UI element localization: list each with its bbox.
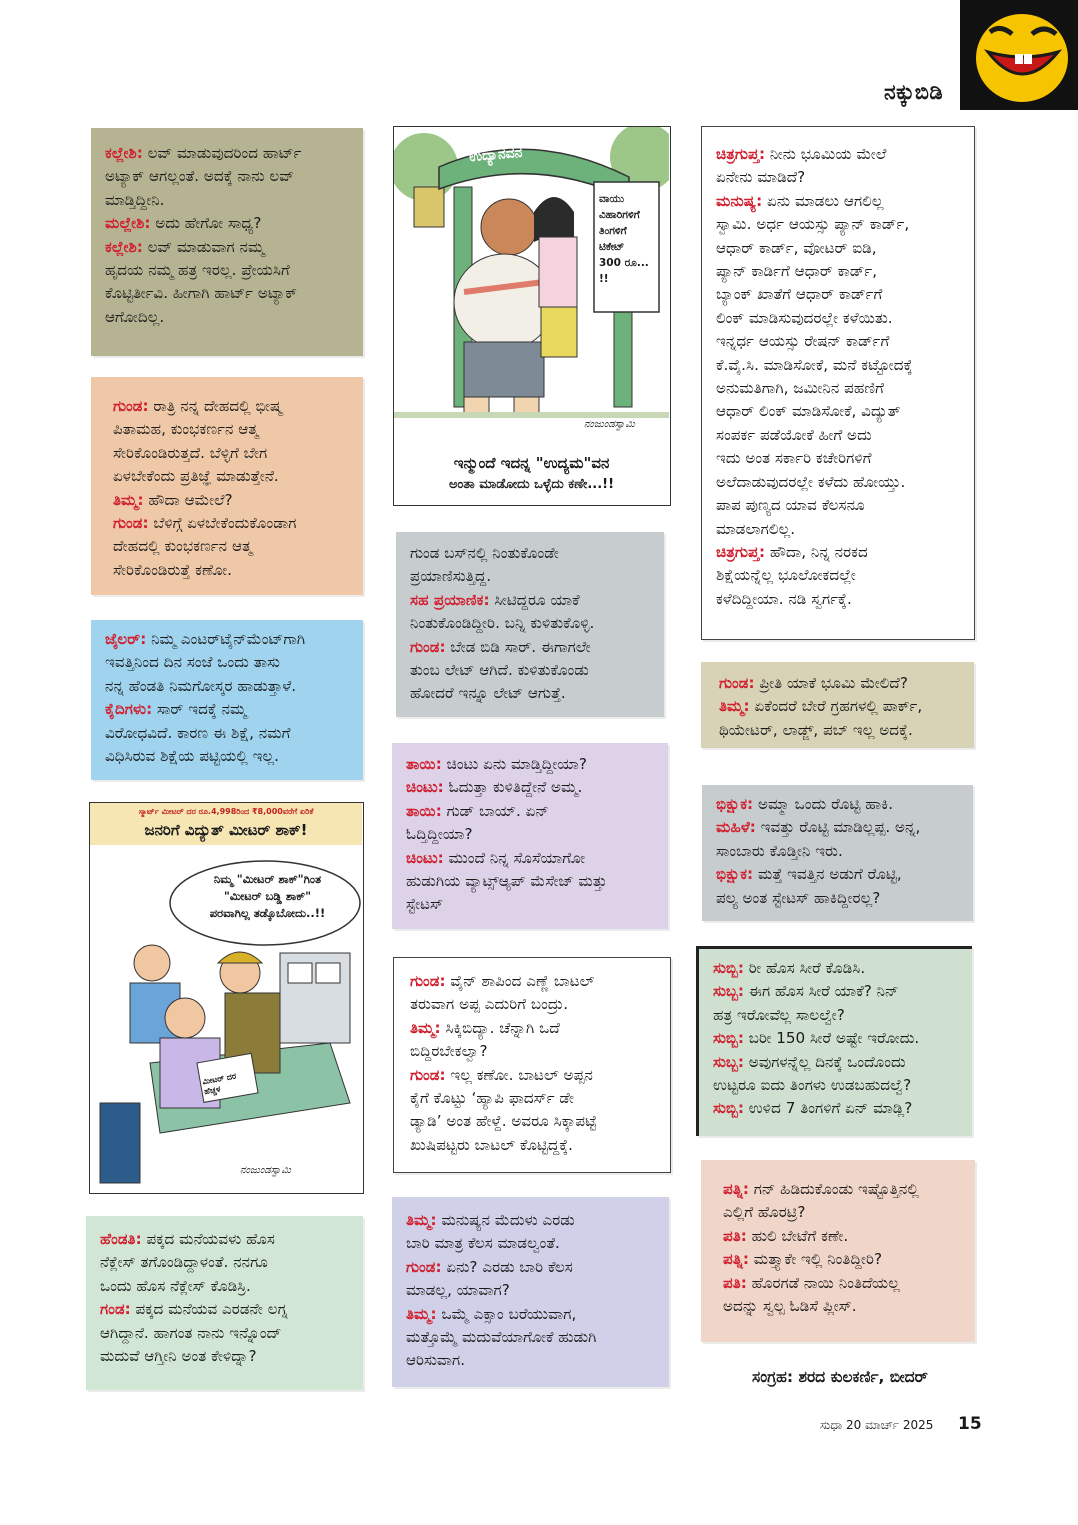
dialogue-text: ಹೌದಾ ಆಮೇಲೆ? bbox=[143, 490, 233, 509]
dialogue-text: ಒಂದು ಹೊಸ ನೆಕ್ಲೇಸ್ ಕೊಡಿಸ್ರಿ. bbox=[100, 1276, 251, 1295]
joke-line bbox=[105, 259, 349, 282]
joke-line bbox=[716, 307, 962, 330]
joke-line bbox=[105, 142, 349, 165]
speaker-name: ತಿಮ್ಮ: bbox=[410, 1018, 441, 1037]
joke-line bbox=[713, 980, 958, 1003]
dialogue-text: ಸೇರಿಕೊಂಡಿರುತ್ತೆ ಕಣೋ. bbox=[113, 560, 232, 579]
joke-line bbox=[406, 800, 654, 823]
cartoon-park bbox=[393, 126, 671, 506]
speaker-name: ಗುಂಡ: bbox=[406, 1257, 442, 1276]
joke-line bbox=[716, 260, 962, 283]
speaker-name: ತಿಮ್ಮ: bbox=[406, 1304, 437, 1323]
dialogue-text: ಥಿಯೇಟರ್, ಲಾಡ್ಜ್, ಪಬ್ ಇಲ್ಲ ಅದಕ್ಕೆ. bbox=[719, 720, 913, 739]
speaker-name: ಪತ್ನಿ: bbox=[723, 1180, 749, 1198]
dialogue-text: ಮತ್ತೊಮ್ಮೆ ಮದುವೆಯಾಗೋಕೆ ಹುಡುಗಿ bbox=[406, 1328, 597, 1347]
dialogue-text: ಅನುಮತಿಗಾಗಿ, ಜಮೀನಿನ ಪಹಣಿಗೆ bbox=[716, 379, 884, 398]
joke-line bbox=[716, 237, 962, 260]
dialogue-text: ಅಮ್ಮಾ ಒಂದು ರೊಟ್ಟಿ ಹಾಕಿ. bbox=[753, 795, 894, 813]
joke-line bbox=[100, 1298, 349, 1321]
dialogue-text: ಪಲ್ಯ ಅಂತ ಸ್ಟೇಟಸ್ ಹಾಕಿದ್ದೀರಲ್ಲ? bbox=[716, 888, 881, 907]
dialogue-text: ಉಟ್ಟರೂ ಐದು ತಿಂಗಳು ಉಡಬಹುದಲ್ವೆ? bbox=[713, 1076, 912, 1095]
dialogue-text: ನಿಂತುಕೊಂಡಿದ್ದೀರಿ. ಬನ್ನಿ ಕುಳಿತುಕೊಳ್ಳಿ. bbox=[410, 614, 595, 633]
joke-line bbox=[105, 212, 349, 235]
dialogue-text: ಆಧಾರ್ ಕಾರ್ಡ್, ವೋಟರ್ ಐಡಿ, bbox=[716, 238, 877, 257]
dialogue-text: ಪ್ರಯಾಣಿಸುತ್ತಿದ್ದ. bbox=[410, 567, 492, 586]
dialogue-text: ಸೀಟಿದ್ದರೂ ಯಾಕೆ bbox=[489, 590, 580, 609]
joke-line bbox=[716, 354, 962, 377]
joke-lines bbox=[410, 542, 650, 706]
joke-line bbox=[410, 542, 650, 565]
joke-lines bbox=[100, 1228, 349, 1368]
joke-line bbox=[713, 1004, 958, 1027]
joke-line bbox=[410, 970, 656, 993]
joke-line bbox=[100, 1345, 349, 1368]
dialogue-text: ಕೈಗೆ ಕೊಟ್ಟು ‘ಹ್ಯಾಪಿ ಫಾದರ್ಸ್ ಡೇ bbox=[410, 1089, 575, 1108]
dialogue-text: ಹೌದಾ, ನಿನ್ನ ನರಕದ bbox=[765, 542, 868, 561]
joke-line bbox=[105, 675, 349, 698]
speaker-name: ಸುಬ್ಬ: bbox=[713, 1052, 744, 1071]
dialogue-text: ಮತ್ತೆ ಇವತ್ತಿನ ಅಡುಗೆ ರೊಟ್ಟಿ, bbox=[753, 865, 902, 884]
dialogue-text: ಏನು? ಎರಡು ಬಾರಿ ಕೆಲಸ bbox=[441, 1257, 573, 1276]
dialogue-text: ಆಗೋದಿಲ್ಲ. bbox=[105, 307, 165, 326]
dialogue-text: ನಿಮ್ಮ ಎಂಟರ್‌ಟೈನ್‌ಮೆಂಟ್‌ಗಾಗಿ bbox=[146, 630, 306, 648]
speaker-name: ಸಹ ಪ್ರಯಾಣಿಕ: bbox=[410, 590, 490, 609]
dialogue-text: ಏನೇನು ಮಾಡಿದೆ? bbox=[716, 168, 806, 187]
joke-line bbox=[713, 1074, 958, 1097]
news-headline: ಜನರಿಗೆ ವಿದ್ಯುತ್ ಮೀಟರ್ ಶಾಕ್! bbox=[144, 821, 308, 839]
dialogue-text: ಗನ್ ಹಿಡಿದುಕೊಂಡು ಇಷ್ಟೊತ್ತಿನಲ್ಲಿ bbox=[748, 1180, 919, 1198]
dialogue-text: ಆರಿಸುವಾಗ. bbox=[406, 1351, 466, 1370]
dialogue-text: ಮುಂದೆ ನಿನ್ನ ಸೊಸೆಯಾಗೋ bbox=[443, 848, 586, 867]
joke-line bbox=[406, 1326, 655, 1349]
dialogue-text: ಗುಡ್ ಬಾಯ್. ಏನ್ bbox=[441, 801, 549, 820]
joke-card-13 bbox=[701, 1160, 975, 1342]
dialogue-text: ಇಲ್ಲ ಕಣೋ. ಬಾಟಲ್ ಅಪ್ಪನ bbox=[445, 1065, 593, 1084]
joke-line bbox=[716, 564, 962, 587]
paper-text: ಮೀಟರ್ ದರ ಹೆಚ್ಚಳ bbox=[201, 1071, 237, 1097]
dialogue-text: ಡ್ಯಾಡಿ’ ಅಂತ ಹೇಳ್ದೆ. ಅವರೂ ಸಿಕ್ಕಾಪಟ್ಟೆ bbox=[410, 1112, 597, 1131]
joke-line bbox=[406, 1232, 655, 1255]
joke-lines bbox=[716, 143, 962, 611]
joke-line bbox=[105, 282, 349, 305]
joke-card-11 bbox=[702, 785, 973, 921]
joke-line bbox=[716, 447, 962, 470]
joke-lines bbox=[410, 970, 656, 1157]
joke-line bbox=[716, 518, 962, 541]
dialogue-text: ಪ್ಯಾನ್ ಕಾರ್ಡಿಗೆ ಆಧಾರ್ ಕಾರ್ಡ್, bbox=[716, 262, 878, 281]
joke-line bbox=[105, 306, 349, 329]
dialogue-text: ಅವುಗಳನ್ನೆಲ್ಲ ದಿನಕ್ಕೆ ಒಂದೊಂದು bbox=[743, 1052, 906, 1071]
joke-card-10 bbox=[701, 662, 974, 748]
joke-line bbox=[406, 753, 654, 776]
speaker-name: ಮಹಿಳೆ: bbox=[716, 818, 756, 837]
joke-card-12 bbox=[696, 946, 972, 1136]
dialogue-text: ಹತ್ರ ಇರೋವೆಲ್ಲ ಸಾಲಲ್ವೇ? bbox=[713, 1005, 845, 1024]
dialogue-text: ಸ್ಟೇಟಸ್ bbox=[406, 895, 444, 914]
dialogue-text: ಏಳಬೇಕೆಂದು ಪ್ರತಿಜ್ಞೆ ಮಾಡುತ್ತೇನೆ. bbox=[113, 467, 279, 486]
joke-lines bbox=[105, 628, 349, 768]
dialogue-text: ನೆಕ್ಲೇಸ್ ತಗೊಂಡಿದ್ದಾಳಂತೆ. ನನಗೂ bbox=[100, 1253, 268, 1272]
speaker-name: ಸುಬ್ಬಿ: bbox=[713, 1029, 744, 1048]
speaker-name: ಹೆಂಡತಿ: bbox=[100, 1230, 142, 1248]
joke-line bbox=[719, 672, 962, 695]
page-number: 15 bbox=[958, 1414, 982, 1434]
dialogue-text: ನೀನು ಭೂಮಿಯ ಮೇಲೆ bbox=[765, 145, 887, 163]
joke-line bbox=[716, 283, 962, 306]
dialogue-text: ನನ್ನ ಹೆಂಡತಿ ನಿಮಗೋಸ್ಕರ ಹಾಡುತ್ತಾಳೆ. bbox=[105, 676, 297, 695]
dialogue-text: ಇದು ಅಂತ ಸರ್ಕಾರಿ ಕಚೇರಿಗಳಿಗೆ bbox=[716, 449, 872, 468]
joke-lines bbox=[713, 957, 958, 1121]
joke-line bbox=[410, 1134, 656, 1157]
joke-line bbox=[719, 719, 962, 742]
joke-line bbox=[406, 1256, 655, 1279]
dialogue-text: ಬಾರಿ ಮಾತ್ರ ಕೆಲಸ ಮಾಡಲ್ವಂತೆ. bbox=[406, 1234, 560, 1253]
speaker-name: ಗುಂಡ: bbox=[113, 514, 149, 533]
dialogue-text: ಹುಡುಗಿಯ ವ್ಯಾಟ್ಸ್‌ಆ್ಯಪ್ ಮೆಸೇಜ್ ಮತ್ತು bbox=[406, 872, 608, 891]
speaker-name: ಚಿತ್ರಗುಪ್ತ: bbox=[716, 542, 766, 561]
joke-line bbox=[105, 628, 349, 651]
dialogue-text: ತುಂಬ ಲೇಟ್ ಆಗಿದೆ. ಕುಳಿತುಕೊಂಡು bbox=[410, 661, 589, 680]
joke-line bbox=[713, 1097, 958, 1120]
joke-card-5 bbox=[396, 532, 664, 717]
speaker-name: ಗುಂಡ: bbox=[113, 397, 149, 415]
dialogue-text: ಉಳಿದ 7 ತಿಂಗಳಿಗೆ ಏನ್ ಮಾಡ್ಲಿ? bbox=[743, 1099, 913, 1118]
dialogue-text: ಅಲೆದಾಡುವುದರಲ್ಲೇ ಕಳೆದು ಹೋಯ್ತು. bbox=[716, 472, 906, 491]
artist-signature: ನಂಜುಂಡಸ್ವಾಮಿ bbox=[240, 1165, 291, 1176]
artist-signature: ನಂಜುಂಡಸ್ವಾಮಿ bbox=[584, 419, 635, 430]
joke-line bbox=[410, 636, 650, 659]
joke-line bbox=[723, 1225, 963, 1248]
joke-line bbox=[113, 418, 347, 441]
dialogue-text: ರಾತ್ರಿ ನನ್ನ ದೇಹದಲ್ಲಿ ಭೀಷ್ಮ bbox=[148, 397, 283, 415]
dialogue-text: ಗುಂಡ ಬಸ್‌ನಲ್ಲಿ ನಿಂತುಕೊಂಡೇ bbox=[410, 544, 559, 562]
joke-line bbox=[410, 565, 650, 588]
speaker-name: ಸುಬ್ಬಿ: bbox=[713, 959, 744, 977]
dialogue-text: ಬ್ಯಾಂಕ್ ಖಾತೆಗೆ ಆಧಾರ್ ಕಾರ್ಡ್‌ಗೆ bbox=[716, 285, 883, 304]
joke-line bbox=[716, 863, 959, 886]
joke-line bbox=[406, 1209, 655, 1232]
joke-card-4 bbox=[86, 1216, 363, 1390]
speaker-name: ಗುಂಡ: bbox=[410, 972, 446, 990]
joke-line bbox=[406, 1303, 655, 1326]
dialogue-text: ಸ್ವಾಮಿ. ಅರ್ಧ ಆಯಸ್ಸು ಪ್ಯಾನ್ ಕಾರ್ಡ್, bbox=[716, 215, 910, 234]
dialogue-text: ಮತ್ತ್ಯಾಕೇ ಇಲ್ಲಿ ನಿಂತಿದ್ದೀರಿ? bbox=[748, 1250, 883, 1269]
joke-line bbox=[716, 541, 962, 564]
joke-line bbox=[105, 698, 349, 721]
joke-line bbox=[406, 1349, 655, 1372]
joke-lines bbox=[406, 753, 654, 917]
joke-line bbox=[716, 213, 962, 236]
joke-line bbox=[723, 1295, 963, 1318]
joke-card-9 bbox=[701, 126, 975, 640]
joke-line bbox=[105, 722, 349, 745]
news-subheadline: ಸ್ಮಾರ್ಟ್ ಮೀಟರ್ ದರ ರೂ.4,998ರಿಂದ ₹8,000ವರೆಗೆ ಏರಿಕೆ bbox=[138, 807, 314, 816]
dialogue-text: ಆಧಾರ್ ಲಿಂಕ್ ಮಾಡಿಸೋಕೆ, ವಿದ್ಯುತ್ bbox=[716, 402, 901, 421]
joke-line bbox=[100, 1251, 349, 1274]
speaker-name: ಚಿಂಟು: bbox=[406, 848, 444, 867]
speaker-name: ಕೈದಿಗಳು: bbox=[105, 700, 153, 719]
dialogue-text: ಇವತ್ತು ರೊಟ್ಟಿ ಮಾಡಿಲ್ಲಪ್ಪ. ಅನ್ನ, bbox=[755, 818, 921, 837]
speaker-name: ತಿಮ್ಮ: bbox=[113, 490, 144, 509]
joke-line bbox=[716, 143, 962, 166]
publication-date: ಸುಧಾ 20 ಮಾರ್ಚ್ 2025 bbox=[820, 1418, 934, 1432]
speaker-name: ಚಿಂಟು: bbox=[406, 778, 444, 797]
joke-line bbox=[100, 1228, 349, 1251]
dialogue-text: ಹೊರಗಡೆ ನಾಯಿ ನಿಂತಿದೆಯಲ್ಲ bbox=[746, 1273, 900, 1292]
speaker-name: ಪತಿ: bbox=[723, 1226, 747, 1245]
dialogue-text: ವೈನ್ ಶಾಪಿಂದ ಎಣ್ಣೆ ಬಾಟಲ್ bbox=[445, 972, 595, 990]
joke-line bbox=[105, 236, 349, 259]
joke-card-1 bbox=[91, 128, 363, 356]
speech-bubble-text: ನಿಮ್ಮ "ಮೀಟರ್ ಶಾಕ್"ಗಿಂತ "ಮೀಟರ್ ಬಡ್ಡಿ ಶಾಕ್" ಪರವಾಗಿಲ್ಲ ತಡ್ಕೊಬೋದು..!! bbox=[209, 872, 326, 920]
joke-line bbox=[410, 612, 650, 635]
dialogue-text: ಮದುವೆ ಆಗ್ತೀನಿ ಅಂತ ಕೇಳಿದ್ನಾ? bbox=[100, 1347, 257, 1366]
dialogue-text: ಚಿಂಟು ಏನು ಮಾಡ್ತಿದ್ದೀಯಾ? bbox=[441, 755, 587, 773]
joke-line bbox=[713, 1027, 958, 1050]
speaker-name: ಪತ್ನಿ: bbox=[723, 1250, 749, 1269]
joke-card-6 bbox=[392, 743, 668, 929]
dialogue-text: ಸಾಂಬಾರು ಕೊಡ್ತೀನಿ ಇರು. bbox=[716, 841, 843, 860]
joke-card-2 bbox=[91, 377, 363, 595]
joke-line bbox=[716, 330, 962, 353]
joke-card-8 bbox=[392, 1197, 669, 1387]
joke-line bbox=[410, 1110, 656, 1133]
joke-line bbox=[410, 993, 656, 1016]
speaker-name: ಗುಂಡ: bbox=[719, 674, 755, 692]
joke-card-7 bbox=[393, 957, 671, 1173]
dialogue-text: ಒಮ್ಮೆ ಎಕ್ಸಾಂ ಬರೆಯುವಾಗ, bbox=[436, 1304, 577, 1323]
dialogue-text: ಮನುಷ್ಯನ ಮೆದುಳು ಎರಡು bbox=[436, 1211, 575, 1229]
speaker-name: ಗುಂಡ: bbox=[410, 1065, 446, 1084]
dialogue-text: ಓದುತ್ತಾ ಕುಳಿತಿದ್ದೇನೆ ಅಮ್ಮ. bbox=[443, 778, 583, 797]
joke-line bbox=[105, 745, 349, 768]
joke-line bbox=[723, 1201, 963, 1224]
joke-line bbox=[716, 471, 962, 494]
dialogue-text: ವಿರೋಧವಿದೆ. ಕಾರಣ ಈ ಶಿಕ್ಷೆ, ನಮಗೆ bbox=[105, 723, 291, 742]
joke-line bbox=[716, 166, 962, 189]
joke-line bbox=[113, 395, 347, 418]
joke-lines bbox=[719, 672, 962, 742]
joke-line bbox=[713, 1051, 958, 1074]
speaker-name: ಮಲ್ಲೇಶಿ: bbox=[105, 214, 151, 233]
dialogue-text: ಪಾಪ ಪುಣ್ಯದ ಯಾವ ಕೆಲಸನೂ bbox=[716, 496, 865, 515]
speaker-name: ಜೈಲರ್: bbox=[105, 630, 147, 648]
joke-line bbox=[716, 494, 962, 517]
joke-line bbox=[100, 1275, 349, 1298]
speaker-name: ಗುಂಡ: bbox=[410, 637, 446, 656]
joke-line bbox=[716, 588, 962, 611]
joke-line bbox=[113, 442, 347, 465]
speaker-name: ಸುಬ್ಬ: bbox=[713, 982, 744, 1001]
dialogue-text: ಬೇಡ ಬಿಡಿ ಸಾರ್. ಈಗಾಗಲೇ bbox=[445, 637, 591, 656]
dialogue-text: ತರುವಾಗ ಅಪ್ಪ ಎದುರಿಗೆ ಬಂದ್ರು. bbox=[410, 995, 569, 1014]
dialogue-text: ಎಲ್ಲಿಗೆ ಹೊರಟ್ರಿ? bbox=[723, 1203, 806, 1222]
joke-line bbox=[716, 377, 962, 400]
joke-line bbox=[113, 535, 347, 558]
joke-line bbox=[406, 847, 654, 870]
dialogue-text: ಕಳೆದಿದ್ದೀಯಾ. ನಡಿ ಸ್ವರ್ಗಕ್ಕೆ. bbox=[716, 589, 852, 608]
dialogue-text: ಲಿಂಕ್ ಮಾಡಿಸುವುದರಲ್ಲೇ ಕಳೆಯಿತು. bbox=[716, 308, 893, 327]
dialogue-text: ಅಟ್ಯಾಕ್ ಆಗಲ್ಲಂತೆ. ಅದಕ್ಕೆ ನಾನು ಲವ್ bbox=[105, 167, 294, 186]
speaker-name: ಮನುಷ್ಯ: bbox=[716, 191, 763, 210]
laughing-face-icon bbox=[960, 0, 1078, 110]
dialogue-text: ಓದ್ತಿದ್ದೀಯಾ? bbox=[406, 825, 473, 844]
speaker-name: ಕಲ್ಲೇಶಿ: bbox=[105, 144, 143, 162]
joke-line bbox=[713, 957, 958, 980]
dialogue-text: ಅದು ಹೇಗೋ ಸಾಧ್ಯ? bbox=[150, 214, 262, 233]
joke-line bbox=[406, 870, 654, 893]
joke-line bbox=[716, 793, 959, 816]
joke-line bbox=[716, 816, 959, 839]
dialogue-text: ಮಾಡಲಾಗಲಿಲ್ಲ. bbox=[716, 519, 796, 538]
speaker-name: ಗಂಡ: bbox=[100, 1300, 131, 1319]
joke-line bbox=[113, 465, 347, 488]
dialogue-text: ಪಿತಾಮಹ, ಕುಂಭಕರ್ಣನ ಆತ್ಮ bbox=[113, 420, 259, 439]
compiler-credit: ಸಂಗ್ರಹ: ಶರದ ಕುಲಕರ್ಣಿ, ಬೀದರ್ bbox=[752, 1368, 928, 1386]
joke-line bbox=[113, 559, 347, 582]
joke-lines bbox=[406, 1209, 655, 1373]
dialogue-text: ಪಕ್ಕದ ಮನೆಯವಳು ಹೊಸ bbox=[141, 1230, 275, 1248]
joke-line bbox=[723, 1178, 963, 1201]
joke-line bbox=[723, 1248, 963, 1271]
joke-line bbox=[410, 659, 650, 682]
dialogue-text: ಬೆಳಿಗ್ಗೆ ಏಳಬೇಕೆಂದುಕೊಂಡಾಗ bbox=[148, 514, 297, 533]
joke-line bbox=[105, 189, 349, 212]
dialogue-text: ಹುಲಿ ಬೇಟೆಗೆ ಕಣೇ. bbox=[746, 1226, 849, 1245]
dialogue-text: ಅದನ್ನು ಸ್ವಲ್ಪ ಓಡಿಸೆ ಪ್ಲೀಸ್. bbox=[723, 1297, 857, 1316]
dialogue-text: ಏಕೆಂದರೆ ಬೇರೆ ಗ್ರಹಗಳಲ್ಲಿ ಪಾರ್ಕ್, bbox=[749, 697, 923, 716]
cartoon-caption: ಇನ್ಮುಂದೆ ಇದನ್ನ "ಉದ್ಯಮ"ವನ ಅಂತಾ ಮಾಡೋದು ಒಳ್ಳೆದು ಕಣೇ...!! bbox=[448, 454, 615, 492]
joke-line bbox=[716, 424, 962, 447]
joke-line bbox=[406, 893, 654, 916]
joke-line bbox=[716, 840, 959, 863]
dialogue-text: ಹೃದಯ ನಮ್ಮ ಹತ್ರ ಇರಲ್ಲ. ಪ್ರೇಯಸಿಗೆ bbox=[105, 261, 290, 280]
joke-line bbox=[100, 1322, 349, 1345]
joke-line bbox=[105, 651, 349, 674]
dialogue-text: ಬರೀ 150 ಸೀರೆ ಅಷ್ಟೇ ಇರೋದು. bbox=[743, 1029, 920, 1048]
dialogue-text: ವಿಧಿಸಿರುವ ಶಿಕ್ಷೆಯ ಪಟ್ಟಿಯಲ್ಲಿ ಇಲ್ಲ. bbox=[105, 747, 279, 766]
dialogue-text: ಹೋದರೆ ಇನ್ನೂ ಲೇಟ್ ಆಗುತ್ತೆ. bbox=[410, 684, 566, 703]
dialogue-text: ಏನು ಮಾಡಲು ಆಗಲಿಲ್ಲ bbox=[762, 191, 884, 210]
dialogue-text: ಮಾಡಲ್ಲ, ಯಾವಾಗ? bbox=[406, 1281, 510, 1300]
dialogue-text: ಈಗ ಹೊಸ ಸೀರೆ ಯಾಕೆ? ನಿನ್ bbox=[743, 982, 899, 1001]
section-title: ನಕ್ಕುಬಿಡಿ bbox=[884, 80, 944, 104]
ticket-board-text: ವಾಯು ವಿಹಾರಿಗಳಿಗೆ ತಿಂಗಳಿಗೆ ಟಿಕೇಟ್ 300 ರೂ... !! bbox=[599, 193, 649, 285]
joke-lines bbox=[716, 793, 959, 910]
dialogue-text: ಪ್ರೀತಿ ಯಾಕೆ ಭೂಮಿ ಮೇಲಿದೆ? bbox=[754, 674, 908, 692]
dialogue-text: ಲವ್ ಮಾಡುವಾಗ ನಮ್ಮ bbox=[142, 237, 265, 256]
joke-line bbox=[410, 1087, 656, 1110]
joke-line bbox=[113, 489, 347, 512]
speaker-name: ತಿಮ್ಮ: bbox=[406, 1211, 437, 1229]
joke-line bbox=[113, 512, 347, 535]
speaker-name: ತಾಯಿ: bbox=[406, 801, 442, 820]
speaker-name: ತಾಯಿ: bbox=[406, 755, 442, 773]
joke-line bbox=[406, 776, 654, 799]
joke-lines bbox=[105, 142, 349, 329]
arch-sign-text: ಉದ್ಯಾನವನ bbox=[468, 144, 524, 166]
joke-line bbox=[410, 682, 650, 705]
joke-line bbox=[716, 887, 959, 910]
dialogue-text: ಸಾರ್ ಇದಕ್ಕೆ ನಮ್ಮ bbox=[152, 700, 247, 719]
speaker-name: ಕಲ್ಲೇಶಿ: bbox=[105, 237, 143, 256]
speaker-name: ಭಿಕ್ಷುಕ: bbox=[716, 795, 754, 813]
dialogue-text: ಬಿದ್ದಿರಬೇಕಲ್ವಾ? bbox=[410, 1042, 488, 1061]
cartoon-meter-shock bbox=[89, 802, 364, 1194]
joke-line bbox=[105, 165, 349, 188]
dialogue-text: ಇವತ್ತಿನಿಂದ ದಿನ ಸಂಜೆ ಒಂದು ತಾಸು bbox=[105, 653, 280, 672]
joke-line bbox=[716, 190, 962, 213]
dialogue-text: ಪಕ್ಕದ ಮನೆಯವ ಎರಡನೇ ಲಗ್ನ bbox=[130, 1300, 288, 1319]
joke-lines bbox=[723, 1178, 963, 1318]
joke-line bbox=[410, 1017, 656, 1040]
joke-line bbox=[410, 1064, 656, 1087]
speaker-name: ಚಿತ್ರಗುಪ್ತ: bbox=[716, 145, 766, 163]
dialogue-text: ಸಂಪರ್ಕ ಪಡೆಯೋಕೆ ಹೀಗೆ ಅದು bbox=[716, 425, 872, 444]
joke-line bbox=[406, 1279, 655, 1302]
joke-line bbox=[716, 400, 962, 423]
joke-line bbox=[410, 1040, 656, 1063]
joke-line bbox=[410, 589, 650, 612]
dialogue-text: ಕೆ.ವೈ.ಸಿ. ಮಾಡಿಸೋಕೆ, ಮನೆ ಕಟ್ಟೋದಕ್ಕೆ bbox=[716, 355, 913, 374]
speaker-name: ಸುಬ್ಬಿ: bbox=[713, 1099, 744, 1118]
joke-lines bbox=[113, 395, 347, 582]
dialogue-text: ಖುಷಿಪಟ್ಟರು ಬಾಟಲ್ ಕೊಟ್ಟಿದ್ದಕ್ಕೆ. bbox=[410, 1135, 573, 1154]
joke-line bbox=[723, 1272, 963, 1295]
joke-line bbox=[719, 695, 962, 718]
dialogue-text: ಸಿಕ್ಕಿಬಿದ್ಯಾ. ಚೆನ್ನಾಗಿ ಒದೆ bbox=[440, 1018, 560, 1037]
dialogue-text: ರೀ ಹೊಸ ಸೀರೆ ಕೊಡಿಸಿ. bbox=[743, 959, 866, 977]
dialogue-text: ಇನ್ನರ್ಧ ಆಯಸ್ಸು ರೇಷನ್ ಕಾರ್ಡ್‌ಗೆ bbox=[716, 332, 890, 351]
speaker-name: ಪತಿ: bbox=[723, 1273, 747, 1292]
dialogue-text: ಕೊಟ್ಟಿರ್ತೀವಿ. ಹೀಗಾಗಿ ಹಾರ್ಟ್ ಅಟ್ಯಾಕ್ bbox=[105, 284, 298, 303]
dialogue-text: ಆಗಿದ್ದಾನೆ. ಹಾಗಂತ ನಾನು ಇನ್ನೊಂದ್ bbox=[100, 1323, 282, 1342]
dialogue-text: ಮಾಡ್ತಿದ್ದೀನಿ. bbox=[105, 190, 165, 209]
speaker-name: ತಿಮ್ಮ: bbox=[719, 697, 750, 716]
speaker-name: ಭಿಕ್ಷುಕ: bbox=[716, 865, 754, 884]
dialogue-text: ಲವ್ ಮಾಡುವುದರಿಂದ ಹಾರ್ಟ್ bbox=[142, 144, 302, 162]
dialogue-text: ಸೇರಿಕೊಂಡಿರುತ್ತದೆ. ಬೆಳ್ಳಿಗೆ ಬೇಗ bbox=[113, 443, 268, 462]
joke-card-3 bbox=[91, 620, 363, 780]
dialogue-text: ದೇಹದಲ್ಲಿ ಕುಂಭಕರ್ಣನ ಆತ್ಮ bbox=[113, 537, 253, 556]
dialogue-text: ಶಿಕ್ಷೆಯನ್ನೆಲ್ಲ ಭೂಲೋಕದಲ್ಲೇ bbox=[716, 566, 856, 585]
joke-line bbox=[406, 823, 654, 846]
